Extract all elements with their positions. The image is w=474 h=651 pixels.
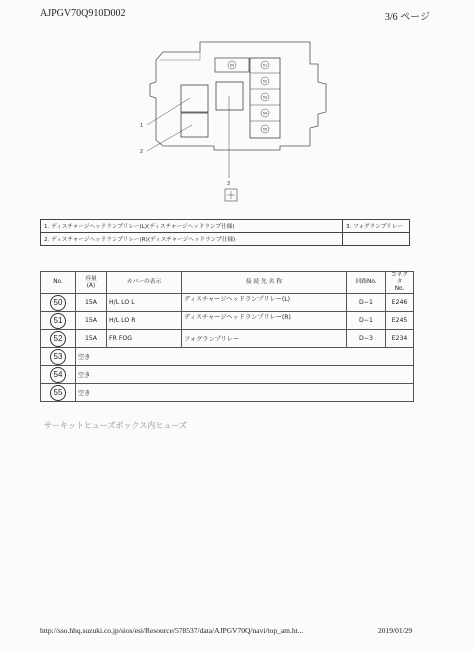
legend-item-2: ディスチャージヘッドランプリレー(R)(ディスチャージヘッドランプ仕様)	[51, 237, 236, 243]
footer-url[interactable]: http://sso.hhq.suzuki.co.jp/sios/esi/Resource/578537/data/AJPGV70Q/navi/top_am.ht...	[40, 626, 304, 635]
fuse-number: 54	[50, 367, 66, 383]
socket-label: 53	[262, 94, 268, 100]
socket-label: 52	[262, 78, 268, 84]
table-row	[41, 384, 414, 402]
callout-3: 3	[227, 181, 231, 187]
fuse-number: 51	[50, 313, 66, 329]
relay-3-slot	[216, 82, 243, 110]
callout-1: 1	[140, 123, 144, 129]
fuse-number: 53	[50, 349, 66, 365]
section-title: サーキットヒューズボックス内ヒューズ	[44, 421, 187, 430]
legend-item-3: フォグランプリレー	[353, 224, 403, 230]
socket-label: 50	[229, 62, 235, 68]
empty-slot: 空き	[76, 366, 414, 384]
footer-date: 2019/01/29	[378, 626, 413, 635]
socket-label: 55	[262, 126, 268, 132]
relay-2-slot	[181, 113, 208, 137]
socket-label: 54	[262, 110, 268, 116]
col-no: No.	[41, 272, 76, 294]
col-destination: 接 続 先 名 称	[182, 272, 347, 294]
empty-slot: 空き	[76, 384, 414, 402]
table-row: 51 15A H/L LO R ディスチャージヘッドランプリレー(R) D−1 E245	[41, 312, 414, 330]
col-capacity: 容量 (A)	[76, 272, 107, 294]
page-number: 3/6 ページ	[384, 12, 430, 23]
fuse-box-diagram	[0, 0, 474, 215]
col-cover: カバーの表示	[107, 272, 182, 294]
socket-label: 51	[262, 62, 268, 68]
fuse-number: 50	[50, 295, 66, 311]
fuse-number: 52	[50, 331, 66, 347]
table-row: 52 15A FR FOG フォグランプリレー D−3 E234	[41, 330, 414, 348]
callout-2: 2	[140, 149, 144, 155]
table-row: 50 15A H/L LO L ディスチャージヘッドランプリレー(L) D−1 E246	[41, 294, 414, 312]
table-row	[41, 348, 414, 366]
relay-1-slot	[181, 85, 208, 112]
fuse-table	[40, 271, 414, 402]
fuse-number: 55	[50, 385, 66, 401]
empty-slot: 空き	[76, 348, 414, 366]
col-circuit: 回路No.	[347, 272, 386, 294]
document-id: AJPGV70Q910D002	[40, 8, 126, 19]
legend-table: 1. ディスチャージヘッドランプリレー(L)(ディスチャージヘッドランプ仕様) 3. フォグランプリレー 2. ディスチャージヘッドランプリレー(R)(ディスチャージヘッドランプ仕様)	[40, 219, 410, 246]
table-row	[41, 366, 414, 384]
col-connector: コネクタ No.	[386, 272, 414, 294]
legend-item-1: ディスチャージヘッドランプリレー(L)(ディスチャージヘッドランプ仕様)	[51, 224, 235, 230]
